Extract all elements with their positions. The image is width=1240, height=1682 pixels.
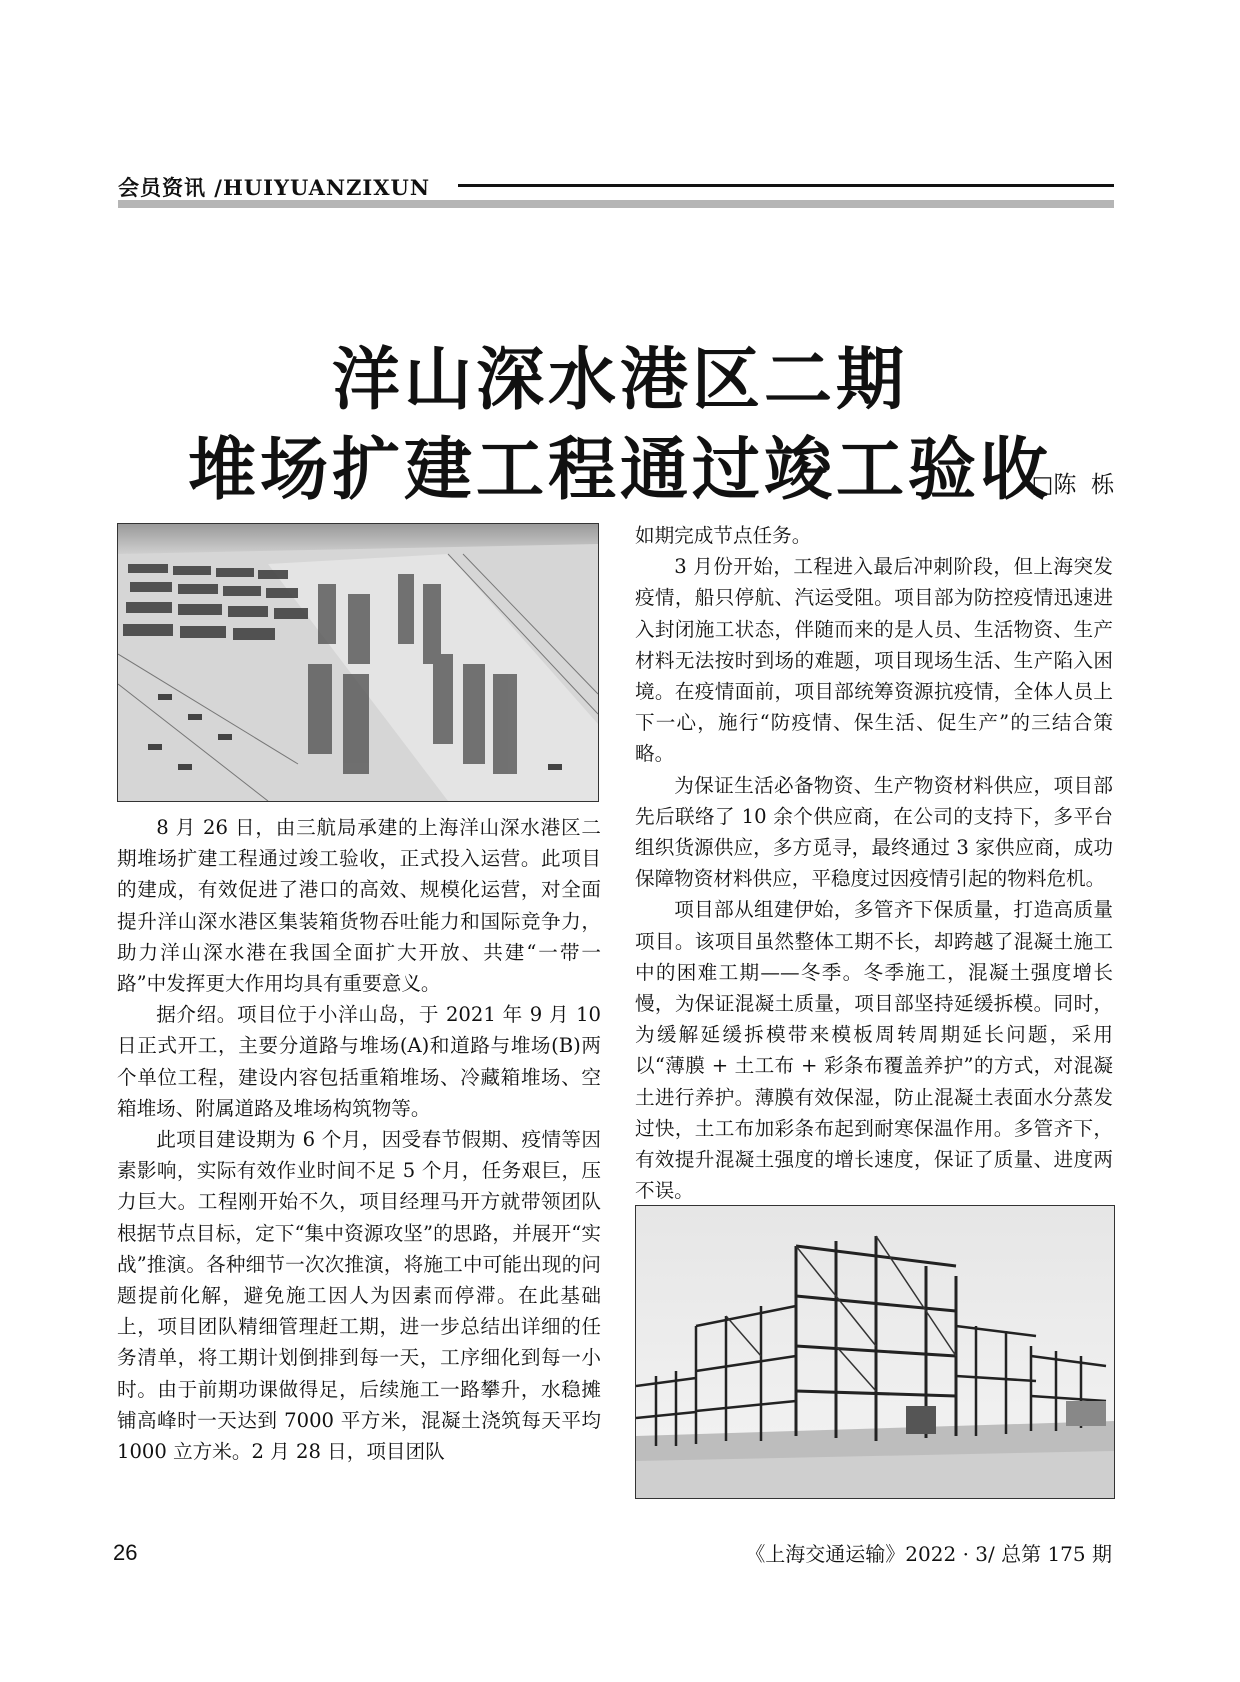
paragraph: 为保证生活必备物资、生产物资材料供应，项目部先后联络了 10 余个供应商，在公司的支持下，多平台组织货源供应，多方觅寻，最终通过 3 家供应商，成功保障物资材料供应，平稳度过因疫情引起的物料危机。	[635, 773, 1113, 891]
article-column-right	[635, 520, 1113, 1206]
article-title-line2: 堆场扩建工程通过竣工验收	[187, 429, 1052, 510]
byline: □陈 栎	[1031, 472, 1114, 498]
section-band	[118, 200, 1114, 208]
journal-citation: 《上海交通运输》2022 · 3/ 总第 175 期	[745, 1542, 1112, 1566]
paragraph: 据介绍。项目位于小洋山岛，于 2021 年 9 月 10 日正式开工，主要分道路与堆场(A)和道路与堆场(B)两个单位工程，建设内容包括重箱堆场、冷藏箱堆场、空箱堆场、附属道路及堆场构筑物等。	[117, 1003, 601, 1120]
paragraph: 8 月 26 日，由三航局承建的上海洋山深水港区二期堆场扩建工程通过竣工验收，正式投入运营。此项目的建成，有效促进了港口的高效、规模化运营，对全面提升洋山深水港区集装箱货物吞吐能力和国际竞争力，助力洋山深水港在我国全面扩大开放、共建“一带一路”中发挥更大作用均具有重要意义。	[117, 816, 601, 996]
section-label: 会员资讯 /HUIYUANZIXUN	[118, 175, 431, 200]
paragraph: 项目部从组建伊始，多管齐下保质量，打造高质量项目。该项目虽然整体工期不长，却跨越了混凝土施工中的困难工期——冬季。冬季施工，混凝土强度增长慢，为保证混凝土质量，项目部坚持延缓拆模。同时，为缓解延缓拆模带来模板周转周期延长问题，采用以“薄膜 + 土工布 + 彩条布覆盖养护”的方式，对混凝土进行养护。薄膜有效保湿，防止混凝土表面水分蒸发过快，土工布加彩条布起到耐寒保温作用。多管齐下，有效提升混凝土强度的增长速度，保证了质量、进度两不误。	[635, 898, 1113, 1203]
paragraph-continuation: 如期完成节点任务。	[635, 524, 812, 547]
paragraph: 3 月份开始，工程进入最后冲刺阶段，但上海突发疫情，船只停航、汽运受阻。项目部为防控疫情迅速进入封闭施工状态，伴随而来的是人员、生活物资、生产材料无法按时到场的难题，项目现场生活、生产陷入困境。在疫情面前，项目部统筹资源抗疫情，全体人员上下一心，施行“防疫情、保生活、促生产”的三结合策略。	[635, 555, 1113, 766]
paragraph: 此项目建设期为 6 个月，因受春节假期、疫情等因素影响，实际有效作业时间不足 5 个月，任务艰巨，压力巨大。工程刚开始不久，项目经理马开方就带领团队根据节点目标，定下“集中资源攻坚”的思路，并展开“实战”推演。各种细节一次次推演，将施工中可能出现的问题提前化解，避免施工因人为因素而停滞。在此基础上，项目团队精细管理赶工期，进一步总结出详细的任务清单，将工期计划倒排到每一天，工序细化到每一小时。由于前期功课做得足，后续施工一路攀升，水稳摊铺高峰时一天达到 7000 平方米，混凝土浇筑每天平均 1000 立方米。2 月 28 日，项目团队	[117, 1128, 601, 1464]
yard-aerial-photo	[117, 523, 599, 802]
steel-structure-photo	[635, 1205, 1115, 1499]
section-rule	[458, 184, 1114, 187]
page-number: 26	[113, 1540, 138, 1565]
article-column-left	[117, 812, 601, 1467]
section-header	[118, 172, 1114, 210]
article-title-line1: 洋山深水港区二期	[331, 339, 908, 420]
